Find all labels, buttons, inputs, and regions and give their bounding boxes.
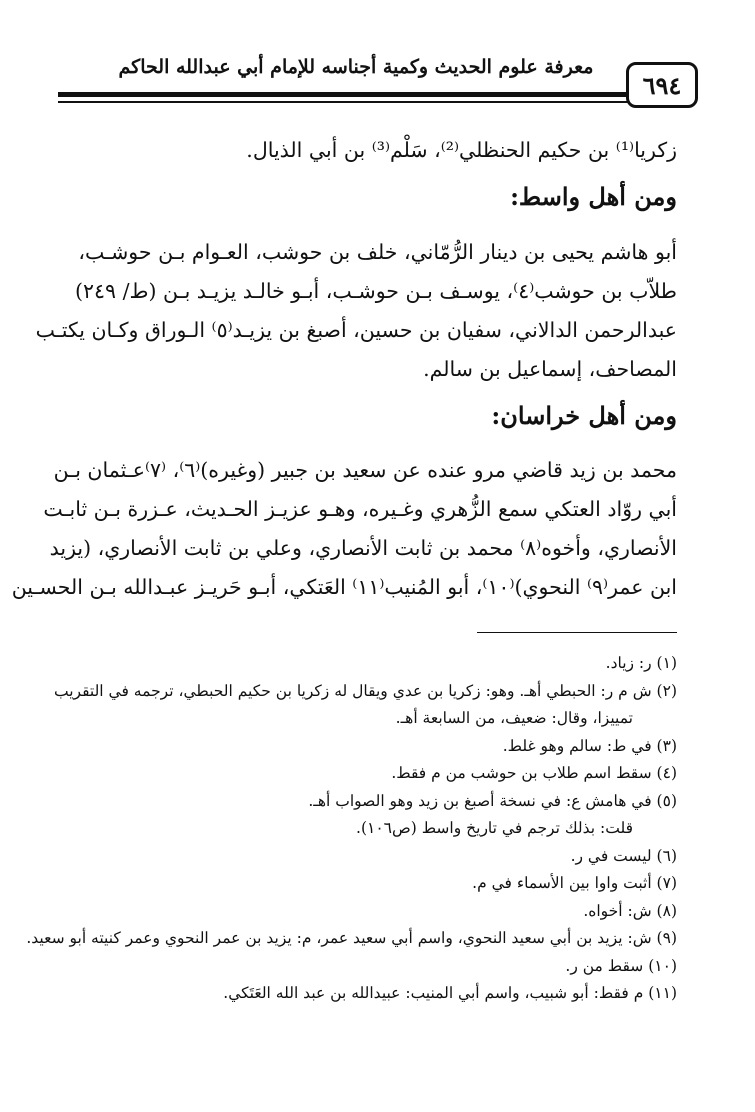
khurasan-paragraph	[11, 451, 677, 607]
page-number: ٦٩٤	[626, 62, 698, 108]
body-line: زكريا⁽¹⁾ بن حكيم الحنظلي⁽²⁾، سَلْم⁽³⁾ بن أبي الذيال.	[246, 138, 677, 162]
header-rule-thin	[58, 101, 628, 103]
heading-khurasan: ومن أهل خراسان:	[491, 401, 677, 430]
footnote: (٧) أثبت واوا بين الأسماء في م.	[472, 874, 677, 892]
footnotes	[26, 650, 677, 1008]
body-line: أبي روّاد العتكي سمع الزُّهري وغـيره، وهـو عزيـز الحـديث، عـزرة بـن ثابـت	[43, 497, 677, 521]
wasit-paragraph	[35, 233, 677, 389]
body-line: محمد بن زيد قاضي مرو عنده عن سعيد بن جبير (وغيره)⁽٦⁾، ⁽٧⁾عـثمان بـن	[53, 458, 677, 482]
footnote: (١) ر: زياد.	[605, 654, 677, 672]
footnote: (١١) م فقط: أبو شبيب، واسم أبي المنيب: عبيدالله بن عبد الله العَتَكي.	[223, 984, 677, 1002]
heading-wasit: ومن أهل واسط:	[510, 182, 677, 211]
footnote: (٦) ليست في ر.	[570, 846, 677, 865]
footnote-separator	[477, 632, 677, 633]
footnote: (٥) في هامش ع: في نسخة أصبغ بن زيد وهو الصواب أهـ.	[308, 791, 677, 810]
body-line: أبو هاشم يحيى بن دينار الرُّمّاني، خلف بن حوشب، العـوام بـن حوشـب،	[78, 240, 677, 264]
footnote-continuation: قلت: بذلك ترجم في تاريخ واسط (ص١٠٦).	[356, 819, 633, 837]
footnote: (٣) في ط: سالم وهو غلط.	[502, 736, 677, 755]
header-rule-thick	[58, 92, 628, 97]
body-line: عبدالرحمن الدالاني، سفيان بن حسين، أصبغ بن يزيـد⁽٥⁾ الـوراق وكـان يكتـب	[35, 318, 677, 342]
intro-paragraph	[78, 131, 677, 170]
footnote: (٢) ش م ر: الحبطي أهـ. وهو: زكريا بن عدي ويقال له زكريا بن حكيم الحبطي، ترجمه في التقريب	[53, 681, 677, 700]
page-header	[58, 44, 698, 114]
running-title: معرفة علوم الحديث وكمية أجناسه للإمام أبي عبدالله الحاكم	[118, 56, 594, 78]
body-line: ابن عمر⁽٩⁾ النحوي)⁽١٠⁾، أبو المُنيب⁽١١⁾ العَتكي، أبـو حَريـز عبـدالله بـن الحسـين	[11, 575, 677, 599]
body-line: المصاحف، إسماعيل بن سالم.	[423, 357, 677, 381]
body-line: طلاّب بن حوشب⁽٤⁾، يوسـف بـن حوشـب، أبـو خالـد يزيـد بـن (ط/ ٢٤٩)	[75, 279, 677, 303]
footnote: (٨) ش: أخواه.	[583, 901, 677, 920]
body-line: الأنصاري، وأخوه⁽٨⁾ محمد بن ثابت الأنصاري، وعلي بن ثابت الأنصاري، (يزيد	[49, 536, 677, 560]
footnote-continuation: تمييزا، وقال: ضعيف، من السابعة أهـ.	[395, 709, 633, 727]
footnote: (٤) سقط اسم طلاب بن حوشب من م فقط.	[391, 764, 677, 782]
footnote: (١٠) سقط من ر.	[565, 956, 677, 975]
footnote: (٩) ش: يزيد بن أبي سعيد النحوي، واسم أبي سعيد عمر، م: يزيد بن عمر النحوي وعمر كنيته أبو سعيد.	[26, 929, 677, 947]
